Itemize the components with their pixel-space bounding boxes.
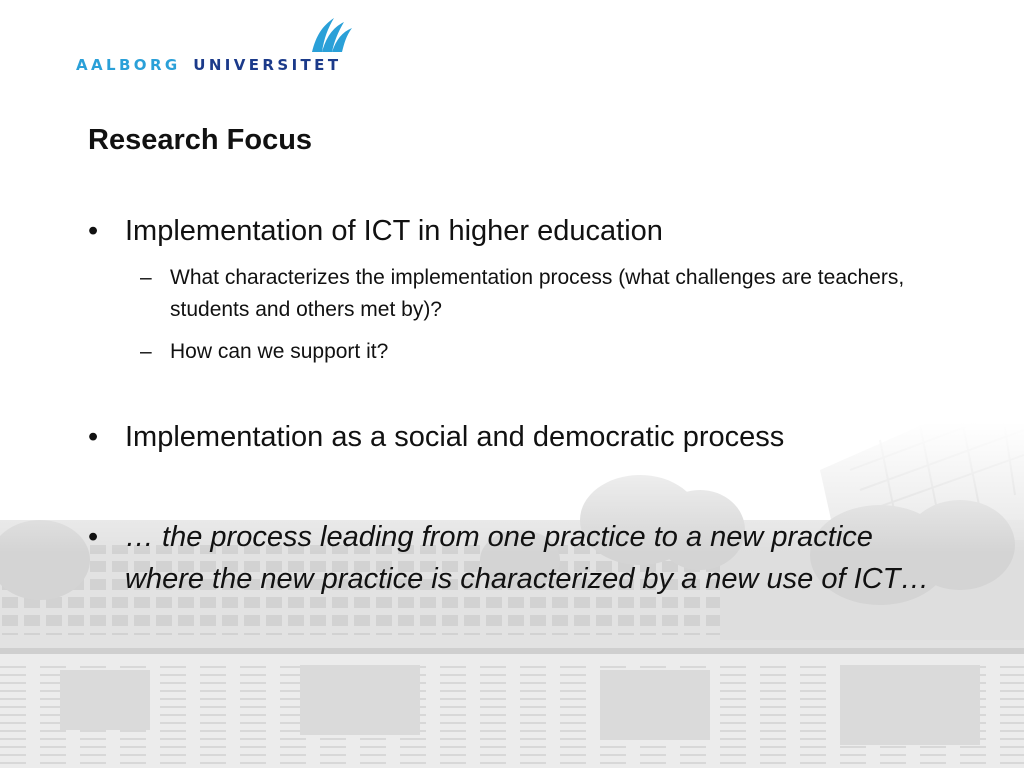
sub-bullet-marker: – [140,340,152,363]
sub-bullet-text: What characterizes the implementation process (what challenges are teachers, students and others met by)? [170,266,905,321]
bullet-marker: • [88,215,99,247]
logo-word-universitet: UNIVERSITET [193,56,342,74]
logo-wordmark [76,56,341,74]
bullet-text: Implementation as a social and democratic process [125,421,785,453]
sub-bullet-marker: – [140,266,152,289]
bullet-text: Implementation of ICT in higher education [125,215,663,247]
university-logo [76,14,386,76]
sub-bullet-text: How can we support it? [170,340,389,363]
bullet-marker: • [88,421,99,453]
bullet-text: … the process leading from one practice to a new practice where the new practice is characterized by a new use of ICT… [125,521,930,595]
slide-title: Research Focus [88,124,313,156]
aau-waves-icon [308,14,354,54]
bullet-marker: • [88,521,99,553]
logo-word-aalborg: AALBORG [76,56,181,74]
